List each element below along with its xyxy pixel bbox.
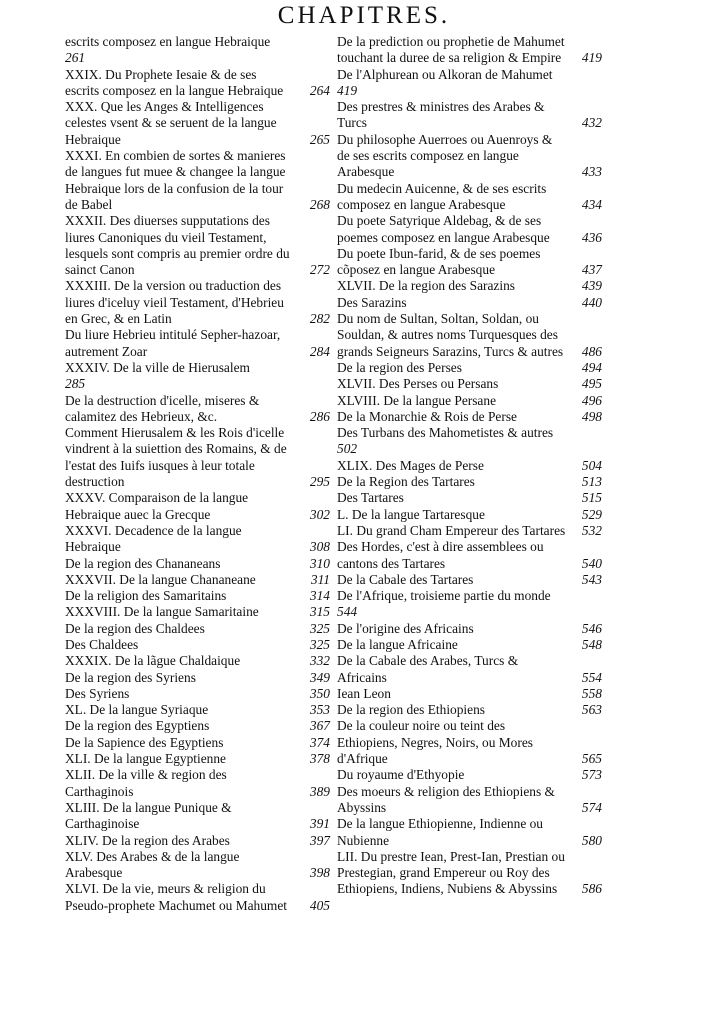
toc-entry-page: 437: [581, 262, 602, 278]
toc-entry-page: 565: [581, 751, 602, 767]
toc-entry: [65, 67, 330, 100]
toc-entry: [65, 523, 330, 556]
toc-entry-title: XXXVII. De la langue Chananeane: [65, 571, 256, 587]
toc-entry-title: De la region des Chananeans: [65, 555, 221, 571]
toc-right-column: [337, 34, 602, 898]
toc-entry-title: De l'origine des Africains: [337, 620, 474, 636]
toc-entry: [65, 588, 330, 604]
toc-entry-title: XLVII. Des Perses ou Persans: [337, 376, 499, 392]
toc-entry-page: 546: [581, 620, 602, 636]
toc-left-column: [65, 34, 330, 914]
toc-entry-title: XLIV. De la region des Arabes: [65, 832, 230, 848]
toc-entry-title: LI. Du grand Cham Empereur des Tartares: [337, 522, 566, 538]
toc-entry-title: XLVI. De la vie, meurs & religion du Pseudo-prophete Machumet ou Mahumet: [65, 881, 288, 913]
toc-entry-page: 268: [309, 196, 330, 212]
toc-entry: [337, 67, 602, 100]
toc-entry-title: XLV. Des Arabes & de la langue Arabesque: [65, 848, 240, 881]
toc-entry-title: XXXII. Des diuerses supputations des liures Canoniques du vieil Testament, lesquels sont compris au premier ordre du sainct Canon: [65, 213, 290, 278]
toc-entry: [337, 213, 602, 246]
toc-entry: [337, 686, 602, 702]
toc-entry-page: 586: [581, 881, 602, 897]
toc-entry-title: XLVIII. De la langue Persane: [337, 392, 497, 408]
toc-entry-page: 282: [309, 311, 330, 327]
toc-entry-page: 285: [65, 376, 86, 392]
toc-entry: [337, 539, 602, 572]
toc-entry-title: De la region des Ethiopiens: [337, 702, 486, 718]
toc-entry-page: 349: [309, 669, 330, 685]
toc-entry-title: XXIX. Du Prophete Iesaie & de ses escrits composez en la langue Hebraique: [65, 66, 284, 98]
toc-entry: [337, 295, 602, 311]
toc-entry-page: 389: [309, 783, 330, 799]
toc-entry-page: 284: [309, 343, 330, 359]
toc-entry-page: 558: [581, 685, 602, 701]
toc-entry: [65, 99, 330, 148]
toc-entry-page: 434: [581, 196, 602, 212]
toc-entry-page: 563: [581, 702, 602, 718]
toc-entry-page: 302: [309, 506, 330, 522]
toc-entry-title: Des prestres & ministres des Arabes & Turcs: [337, 99, 545, 131]
toc-entry: [337, 816, 602, 849]
toc-entry-page: 378: [309, 751, 330, 767]
toc-entry-page: 265: [309, 131, 330, 147]
toc-entry-title: De la Cabale des Tartares: [337, 571, 474, 587]
toc-entry-title: XXXVIII. De la langue Samaritaine: [65, 604, 259, 620]
toc-entry: [337, 132, 602, 181]
toc-entry-page: 295: [309, 474, 330, 490]
toc-entry: [337, 246, 602, 279]
toc-entry: [337, 34, 602, 67]
toc-entry-page: 315: [309, 604, 330, 620]
toc-entry-page: 325: [309, 620, 330, 636]
toc-entry-page: 574: [581, 799, 602, 815]
toc-entry-title: Du poete Ibun-farid, & de ses poemes cõposez en langue Arabesque: [337, 245, 541, 278]
toc-entry-title: XLIII. De la langue Punique & Carthaginoise: [65, 799, 232, 832]
toc-entry-title: XXXVI. Decadence de la langue Hebraique: [65, 522, 242, 555]
toc-entry: [337, 311, 602, 360]
toc-entry-title: De la destruction d'icelle, miseres & calamitez des Hebrieux, &c.: [65, 392, 260, 424]
toc-entry-page: 310: [309, 555, 330, 571]
toc-entry-page: 540: [581, 555, 602, 571]
toc-entry-page: 432: [581, 115, 602, 131]
toc-entry-page: 398: [309, 865, 330, 881]
toc-entry-page: 419: [337, 82, 358, 98]
toc-entry-title: Du medecin Auicenne, & de ses escrits composez en langue Arabesque: [337, 180, 547, 212]
toc-entry-title: Comment Hierusalem & les Rois d'icelle vindrent à la suiettion des Romains, & de l'estat des Iuifs iusques à leur totale destruction: [65, 425, 287, 490]
toc-entry-page: 353: [309, 702, 330, 718]
toc-entry: [337, 784, 602, 817]
toc-entry-page: 391: [309, 816, 330, 832]
toc-entry-page: 286: [309, 408, 330, 424]
toc-entry-title: De la region des Syriens: [65, 669, 196, 685]
toc-entry: [65, 621, 330, 637]
toc-entry: [65, 751, 330, 767]
toc-entry-page: 374: [309, 734, 330, 750]
toc-entry: [65, 767, 330, 800]
toc-entry-title: XL. De la langue Syriaque: [65, 702, 209, 718]
toc-entry-page: 543: [581, 571, 602, 587]
toc-entry-page: 554: [581, 669, 602, 685]
toc-entry-title: XXXV. Comparaison de la langue Hebraique auec la Grecque: [65, 490, 249, 522]
toc-entry-title: Des Chaldees: [65, 636, 139, 652]
toc-entry: [337, 181, 602, 214]
toc-entry-page: 367: [309, 718, 330, 734]
toc-entry: [65, 148, 330, 213]
toc-entry-title: Du nom de Sultan, Soltan, Soldan, ou Souldan, & autres noms Turquesques des grands Seigneurs Sarazins, Turcs & autres: [337, 311, 564, 359]
toc-entry: [337, 458, 602, 474]
toc-entry: [65, 278, 330, 327]
toc-entry-title: XXXIV. De la ville de Hierusalem: [65, 359, 250, 375]
toc-entry: [337, 718, 602, 767]
toc-entry-title: Du philosophe Auerroes ou Auenroys & de ses escrits composez en langue Arabesque: [337, 131, 553, 180]
toc-entry-title: De l'Alphurean ou Alkoran de Mahumet: [337, 66, 553, 82]
toc-entry-page: 308: [309, 539, 330, 555]
toc-entry-page: 419: [581, 50, 602, 66]
toc-entry-page: 532: [581, 522, 602, 538]
toc-entry-page: 544: [337, 604, 358, 620]
toc-entry-page: 529: [581, 506, 602, 522]
toc-entry: [337, 409, 602, 425]
toc-entry-title: Des Sarazins: [337, 294, 407, 310]
toc-entry: [337, 523, 602, 539]
toc-entry: [65, 849, 330, 882]
toc-entry: [337, 588, 602, 621]
toc-entry: [65, 718, 330, 734]
toc-entry-page: 494: [581, 359, 602, 375]
toc-entry-title: De l'Afrique, troisieme partie du monde: [337, 588, 551, 604]
toc-entry: [65, 213, 330, 278]
toc-entry-title: De la Region des Tartares: [337, 474, 475, 490]
toc-entry-page: 397: [309, 832, 330, 848]
toc-entry: [65, 604, 330, 620]
toc-entry-title: L. De la langue Tartaresque: [337, 506, 485, 522]
toc-entry-page: 504: [581, 457, 602, 473]
toc-entry-title: De la religion des Samaritains: [65, 588, 227, 604]
toc-entry: [65, 800, 330, 833]
toc-entry: [337, 849, 602, 898]
toc-entry-title: De la langue Africaine: [337, 636, 458, 652]
toc-entry: [65, 702, 330, 718]
toc-entry: [65, 686, 330, 702]
page-title: CHAPITRES.: [277, 2, 451, 29]
toc-entry-page: 261: [65, 50, 86, 66]
toc-entry: [65, 393, 330, 426]
toc-entry-page: 332: [309, 653, 330, 669]
toc-entry-page: 513: [581, 474, 602, 490]
toc-entry-title: De la Monarchie & Rois de Perse: [337, 408, 517, 424]
toc-entry-title: De la region des Egyptiens: [65, 718, 210, 734]
toc-entry-title: De la prediction ou prophetie de Mahumet touchant la duree de sa religion & Empire: [337, 34, 565, 66]
toc-entry-title: escrits composez en langue Hebraique: [65, 34, 271, 49]
toc-entry-title: De la Sapience des Egyptiens: [65, 734, 224, 750]
toc-entry-title: Du royaume d'Ethyopie: [337, 767, 465, 783]
toc-entry: [337, 490, 602, 506]
toc-entry-page: 350: [309, 685, 330, 701]
toc-entry-page: 495: [581, 376, 602, 392]
toc-entry: [337, 425, 602, 458]
toc-entry: [337, 393, 602, 409]
toc-entry: [337, 278, 602, 294]
toc-entry-title: De la langue Ethiopienne, Indienne ou Nubienne: [337, 816, 543, 848]
toc-entry: [337, 99, 602, 132]
toc-entry-page: 314: [309, 588, 330, 604]
toc-entry-page: 498: [581, 408, 602, 424]
toc-entry-title: XXX. Que les Anges & Intelligences celestes vsent & se seruent de la langue Hebraique: [65, 99, 277, 147]
toc-entry-title: Du liure Hebrieu intitulé Sepher-hazoar, autrement Zoar: [65, 327, 281, 359]
toc-entry: [337, 653, 602, 686]
toc-entry-title: XLII. De la ville & region des Carthaginois: [65, 767, 227, 799]
toc-entry-page: 515: [581, 490, 602, 506]
toc-entry-title: Du poete Satyrique Aldebag, & de ses poemes composez en langue Arabesque: [337, 213, 550, 245]
toc-entry-title: De la region des Chaldees: [65, 620, 205, 636]
toc-entry-title: XXXI. En combien de sortes & manieres de langues fut muee & changee la langue Hebraique lors de la confusion de la tour de Babel: [65, 148, 286, 212]
toc-entry: [337, 572, 602, 588]
toc-entry-title: Des Hordes, c'est à dire assemblees ou cantons des Tartares: [337, 539, 544, 571]
toc-entry-title: XXXIX. De la lãgue Chaldaique: [65, 653, 241, 669]
toc-entry-page: 439: [581, 278, 602, 294]
toc-entry: [65, 572, 330, 588]
toc-entry: [337, 360, 602, 376]
toc-entry-page: 496: [581, 392, 602, 408]
toc-entry: [65, 735, 330, 751]
toc-entry-title: XLI. De la langue Egyptienne: [65, 751, 227, 767]
toc-entry-title: XLIX. Des Mages de Perse: [337, 457, 484, 473]
toc-entry-page: 433: [581, 164, 602, 180]
toc-entry: [65, 881, 330, 914]
toc-entry-title: De la region des Perses: [337, 359, 462, 375]
toc-entry-page: 580: [581, 832, 602, 848]
toc-entry-title: De la Cabale des Arabes, Turcs & Africains: [337, 653, 519, 685]
toc-entry: [65, 425, 330, 490]
toc-entry-page: 573: [581, 767, 602, 783]
toc-entry: [65, 670, 330, 686]
toc-entry-title: LII. Du prestre Iean, Prest-Ian, Prestian ou Prestegian, grand Empereur ou Roy des Ethiopiens, Indiens, Nubiens & Abyssins: [337, 848, 565, 897]
toc-entry: [337, 621, 602, 637]
toc-entry-title: XLVII. De la region des Sarazins: [337, 278, 515, 294]
toc-entry: [337, 637, 602, 653]
toc-entry-page: 272: [309, 262, 330, 278]
toc-entry-page: 311: [310, 571, 330, 587]
toc-entry: [65, 34, 330, 67]
toc-entry: [337, 507, 602, 523]
toc-entry-page: 264: [309, 82, 330, 98]
toc-entry: [337, 702, 602, 718]
toc-entry-page: 325: [309, 636, 330, 652]
toc-entry: [337, 474, 602, 490]
toc-entry: [65, 556, 330, 572]
toc-entry-page: 548: [581, 636, 602, 652]
toc-entry: [65, 653, 330, 669]
toc-entry-title: Des Syriens: [65, 685, 130, 701]
toc-entry-title: De la couleur noire ou teint des Ethiopiens, Negres, Noirs, ou Mores d'Afrique: [337, 718, 533, 767]
toc-entry-page: 436: [581, 229, 602, 245]
toc-entry-title: Des Turbans des Mahometistes & autres: [337, 425, 554, 441]
toc-entry-title: Des moeurs & religion des Ethiopiens & Abyssins: [337, 783, 555, 815]
toc-entry: [65, 637, 330, 653]
toc-entry: [65, 490, 330, 523]
toc-entry-page: 440: [581, 294, 602, 310]
toc-entry: [65, 327, 330, 360]
toc-entry-title: XXXIII. De la version ou traduction des liures d'iceluy vieil Testament, d'Hebrieu en Grec, & en Latin: [65, 278, 284, 327]
toc-entry-page: 486: [581, 343, 602, 359]
toc-entry: [337, 376, 602, 392]
toc-entry: [337, 767, 602, 783]
toc-entry: [65, 833, 330, 849]
toc-entry-title: Iean Leon: [337, 685, 391, 701]
toc-entry-page: 405: [309, 897, 330, 913]
toc-entry-title: Des Tartares: [337, 490, 404, 506]
toc-entry-page: 502: [337, 441, 358, 457]
toc-entry: [65, 360, 330, 393]
